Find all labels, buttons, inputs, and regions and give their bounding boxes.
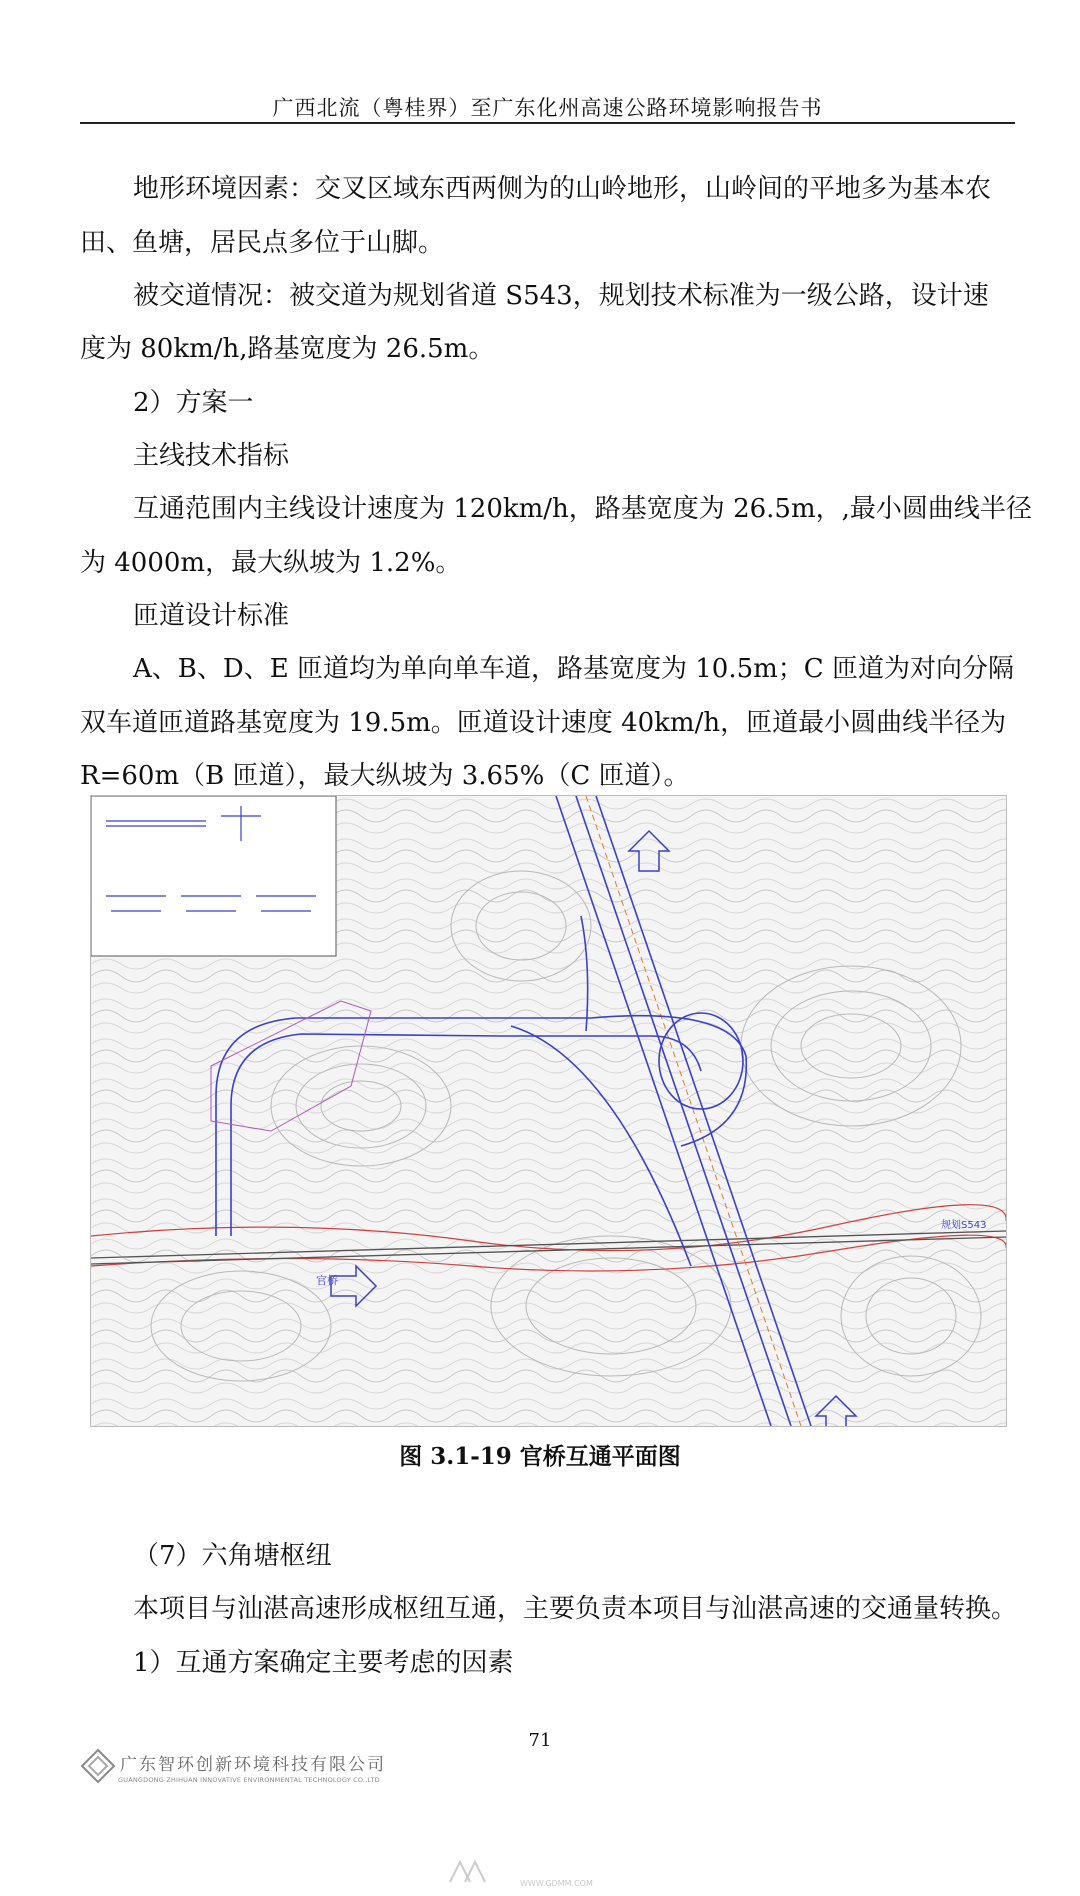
- paragraph-crossroad-line2: 度为 80km/h,路基宽度为 26.5m。: [80, 334, 495, 364]
- label-guanqiao: 官桥: [316, 1274, 338, 1287]
- paragraph-ramp-line1: A、B、D、E 匝道均为单向单车道，路基宽度为 10.5m；C 匝道为对向分隔: [133, 654, 1014, 684]
- page-number: 71: [528, 1730, 552, 1751]
- company-name-en: GUANGDONG ZHIHUAN INNOVATIVE ENVIRONMENTAL TECHNOLOGY CO.,LTD: [118, 1776, 380, 1784]
- company-logo-icon: [80, 1748, 116, 1784]
- company-name-cn: 广东智环创新环境科技有限公司: [120, 1755, 386, 1775]
- paragraph-crossroad-line1: 被交道情况：被交道为规划省道 S543，规划技术标准为一级公路，设计速: [133, 281, 989, 311]
- paragraph-ramp-line2: 双车道匝道路基宽度为 19.5m。匝道设计速度 40km/h，匝道最小圆曲线半径为: [80, 708, 1007, 738]
- label-s543: 规划S543: [941, 1220, 987, 1231]
- figure-caption: 图 3.1-19 官桥互通平面图: [399, 1443, 681, 1470]
- header-rule: [80, 122, 1015, 124]
- paragraph-ramp-line3: R=60m（B 匝道），最大纵坡为 3.65%（C 匝道）。: [80, 761, 690, 791]
- paragraph-terrain-line1: 地形环境因素：交叉区域东西两侧为的山岭地形，山岭间的平地多为基本农: [133, 174, 992, 204]
- interchange-plan-drawing: [91, 796, 1006, 1426]
- paragraph-terrain-line2: 田、鱼塘，居民点多位于山脚。: [80, 228, 445, 258]
- site-watermark: [445, 1852, 645, 1896]
- watermark-logo-icon: [445, 1852, 645, 1892]
- heading-scheme-one: 2）方案一: [133, 388, 254, 418]
- heading-ramp-standards: 匝道设计标准: [133, 601, 290, 631]
- watermark-text: WWW.GDMM.COM: [520, 1879, 593, 1888]
- inset-cross-section-box: [91, 796, 336, 956]
- document-header-title: 广西北流（粤桂界）至广东化州高速公路环境影响报告书: [272, 96, 823, 120]
- paragraph-main-line-line1: 互通范围内主线设计速度为 120km/h，路基宽度为 26.5m，,最小圆曲线半径: [133, 494, 1032, 524]
- heading-hub-factors: 1）互通方案确定主要考虑的因素: [133, 1648, 514, 1678]
- heading-main-line-indicators: 主线技术指标: [133, 441, 290, 471]
- interchange-plan-figure: [90, 795, 1007, 1427]
- paragraph-main-line-line2: 为 4000m，最大纵坡为 1.2%。: [80, 548, 462, 578]
- paragraph-hub-description: 本项目与汕湛高速形成枢纽互通，主要负责本项目与汕湛高速的交通量转换。: [133, 1594, 1018, 1624]
- heading-liujiaotang-hub: （7）六角塘枢纽: [133, 1541, 332, 1571]
